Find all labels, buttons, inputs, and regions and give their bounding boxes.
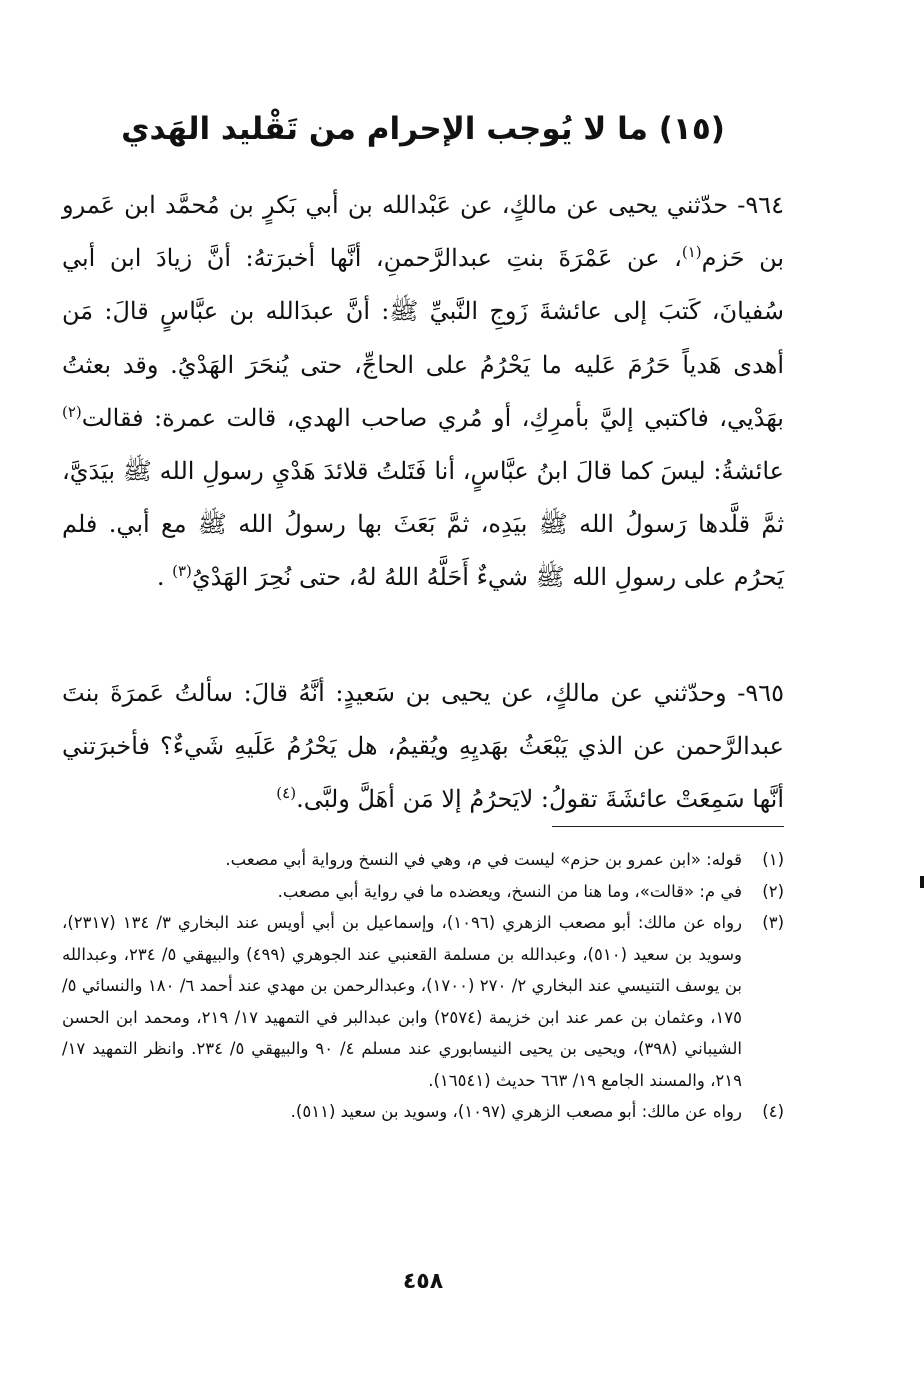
footnote-text: رواه عن مالك: أبو مصعب الزهري (١٠٩٦)، وإسماعيل بن أبي أويس عند البخاري ٣/ ١٣٤ (٢٣١٧)، وسويد بن سعيد (٥١٠)، وعبدالله بن مسلمة القعنبي عند الجوهري (٤٩٩) والبيهقي ٥/ ٢٣٤، وعبدالله بن يوسف التنيسي عند البخاري ٢/ ٢٧٠ (١٧٠٠)، وعبدالرحمن بن مهدي عند أحمد ٦/ ١٨٠ والنسائي ٥/ ١٧٥، وعثمان بن عمر عند ابن خزيمة (٢٥٧٤) وابن عبدالبر في التمهيد ١٧/ ٢١٩، ومحمد ابن الحسن الشيباني (٣٩٨)، ويحيى بن يحيى النيسابوري عند مسلم ٤/ ٩٠ والبيهقي ٥/ ٢٣٤. وانظر التمهيد ١٧/ ٢١٩، والمسند الجامع ١٩/ ٦٦٣ حديث (١٦٥٤١). [62,913,743,1090]
hadith-text: عائشةُ: ليسَ كما قالَ ابنُ عبَّاسٍ، أنا فَتَلتُ قلائدَ هَدْيِ رسولِ الله ﷺ بيَدَيَّ، ثمَّ قلَّدها رَسولُ الله ﷺ بيَدِه، ثمَّ بَعَثَ بها رسولُ الله ﷺ مع أبي. فلم يَحرُم على رسولِ الله ﷺ شيءٌ أَحَلَّهُ اللهُ لهُ، حتى نُحِرَ الهَدْيُ [62,457,784,592]
footnote-ref-1[interactable]: (١) [681,243,702,262]
chapter-title: (١٥) ما لا يُوجب الإحرام من تَقْليد الهَدي [121,110,725,147]
page-number: ٤٥٨ [402,1269,444,1294]
footnote-mark: (١) [762,850,784,869]
hadith-text: ، عن عَمْرَةَ بنتِ عبدالرَّحمنِ، أنَّها أخبرَتهُ: أنَّ زيادَ ابن أبي سُفيانَ، كَتبَ إلى عائشةَ زَوجِ النَّبيِّ ﷺ: أنَّ عبدَالله بن عبَّاسٍ قالَ: مَن أهدى هَدياً حَرُمَ عَليه ما يَحْرُمُ على الحاجِّ، حتى يُنحَرَ الهَدْيُ. وقد بعثتُ بهَدْيي، فاكتبي إليَّ بأمرِكِ، أو مُري صاحب الهدي، قالت عمرة: فقالت [62,244,784,432]
hadith-number: ٩٦٤- [737,191,784,219]
footnote-mark: (٢) [762,881,784,901]
hadith-text: . [156,563,173,592]
footnote-text: قوله: «ابن عمرو بن حزم» ليست في م، وهي في النسخ ورواية أبي مصعب. [225,850,742,869]
hadith-text: حدّثني يحيى عن مالكٍ، عن عَبْدالله بن أبي بَكرٍ بن مُحمَّد ابن عَمرو بن حَزم [62,191,785,273]
footnote-text: في م: «قالت»، وما هنا من النسخ، ويعضده ما في رواية أبي مصعب. [277,881,742,901]
footnote-ref-4[interactable]: (٤) [276,784,297,803]
hadith-number: ٩٦٥- [737,679,784,707]
footnote-divider [552,826,784,827]
footnote-mark: (٣) [762,913,784,932]
hadith-965 [62,667,784,827]
footnote-ref-3[interactable]: (٣) [172,562,192,581]
footnote-4 [62,1096,784,1128]
footnote-2 [62,876,784,908]
footnote-mark: (٤) [762,1102,784,1121]
footnote-ref-2[interactable]: (٢) [62,402,82,421]
scan-edge-mark [920,876,924,888]
footnotes [62,844,784,1128]
footnote-1 [62,844,784,876]
hadith-text: وحدّثني عن مالكٍ، عن يحيى بن سَعيدٍ: أنَّهُ قالَ: سألتُ عَمرَةَ بنتَ عبدالرَّحمن عن الذي يَبْعَثُ بهَديِهِ ويُقيمُ، هل يَحْرُمُ عَلَيهِ شَيءٌ؟ فأخبرَتني أنَّها سَمِعَتْ عائشَةَ تقولُ: لايَحرُمُ إلا مَن أهَلَّ ولبَّى. [62,679,784,814]
book-page [62,0,784,1379]
footnote-3 [62,907,784,1096]
hadith-964 [62,179,784,605]
footnote-text: رواه عن مالك: أبو مصعب الزهري (١٠٩٧)، وسويد بن سعيد (٥١١). [290,1102,742,1121]
